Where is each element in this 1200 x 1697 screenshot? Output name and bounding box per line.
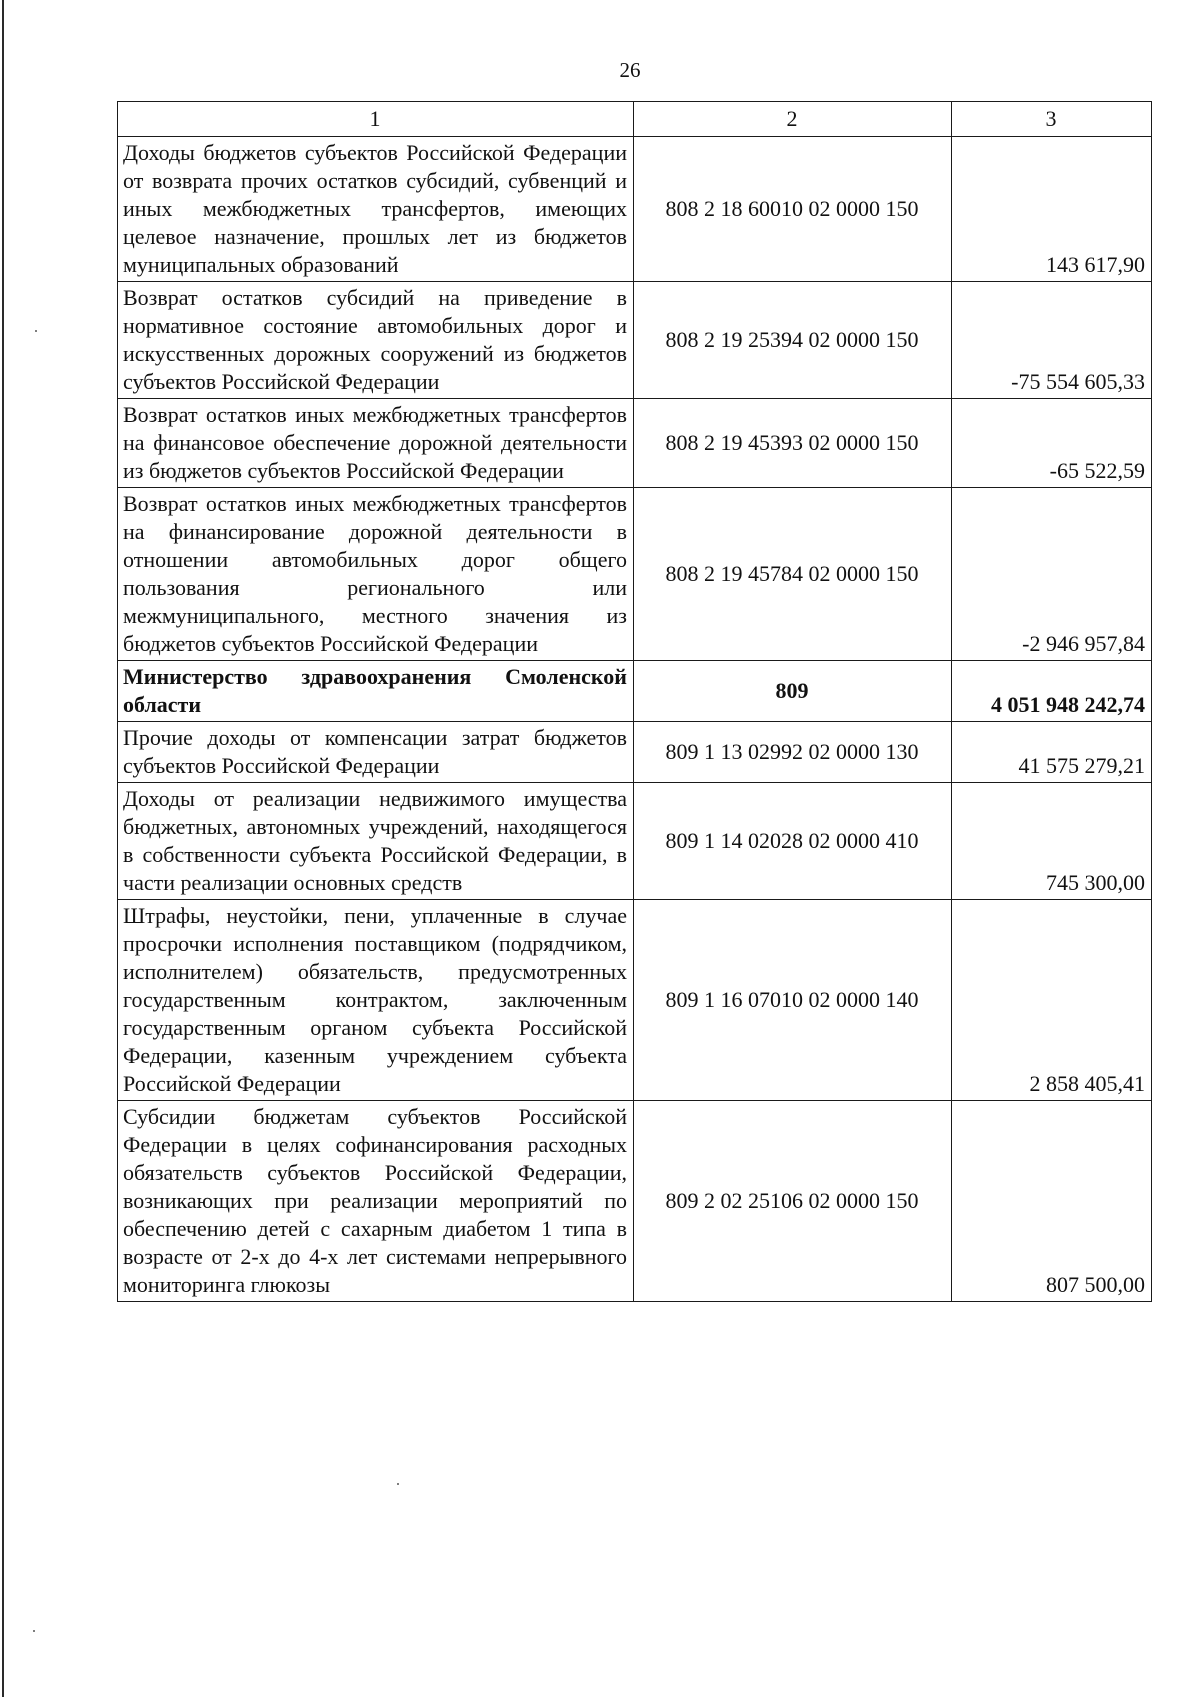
row-amount-cell: 745 300,00 [952, 783, 1152, 900]
table-row [118, 282, 1152, 399]
row-code-cell: 809 1 13 02992 02 0000 130 [634, 722, 952, 783]
scan-speck [35, 330, 37, 332]
row-code-cell: 809 2 02 25106 02 0000 150 [634, 1101, 952, 1302]
table-row [118, 1101, 1152, 1302]
table-row [118, 722, 1152, 783]
row-name-cell: Возврат остатков субсидий на приведение в нормативное состояние автомобильных дорог и искусственных дорожных сооружений из бюджетов субъектов Российской Федерации [118, 282, 634, 399]
table-row [118, 488, 1152, 661]
row-amount-cell: 143 617,90 [952, 137, 1152, 282]
budget-table-body [118, 102, 1152, 1302]
column-number-header-row [118, 102, 1152, 137]
row-code-cell: 808 2 19 45393 02 0000 150 [634, 399, 952, 488]
column-header-2: 2 [634, 102, 952, 137]
budget-revenue-table [117, 101, 1152, 1302]
scan-speck [397, 1483, 399, 1485]
row-code-cell: 809 1 14 02028 02 0000 410 [634, 783, 952, 900]
scan-speck [33, 1630, 35, 1632]
table-row [118, 137, 1152, 282]
column-header-1: 1 [118, 102, 634, 137]
row-name-cell: Штрафы, неустойки, пени, уплаченные в случае просрочки исполнения поставщиком (подрядчиком, исполнителем) обязательств, предусмотренных государственным контрактом, заключенным государственным органом субъекта Российской Федерации, казенным учреждением субъекта Российской Федерации [118, 900, 634, 1101]
column-header-3: 3 [952, 102, 1152, 137]
row-amount-cell: 807 500,00 [952, 1101, 1152, 1302]
row-name-cell: Доходы бюджетов субъектов Российской Федерации от возврата прочих остатков субсидий, субвенций и иных межбюджетных трансфертов, имеющих целевое назначение, прошлых лет из бюджетов муниципальных образований [118, 137, 634, 282]
row-amount-cell: -65 522,59 [952, 399, 1152, 488]
row-amount-cell: 2 858 405,41 [952, 900, 1152, 1101]
row-code-cell: 808 2 19 25394 02 0000 150 [634, 282, 952, 399]
row-code-cell: 808 2 18 60010 02 0000 150 [634, 137, 952, 282]
scan-left-edge [2, 0, 4, 1697]
row-amount-cell: 41 575 279,21 [952, 722, 1152, 783]
table-row [118, 783, 1152, 900]
page-number: 26 [619, 58, 641, 82]
row-name-cell: Возврат остатков иных межбюджетных трансфертов на финансирование дорожной деятельности в отношении автомобильных дорог общего пользования регионального или межмуниципального, местного значения из бюджетов субъектов Российской Федерации [118, 488, 634, 661]
row-name-cell: Доходы от реализации недвижимого имущества бюджетных, автономных учреждений, находящегося в собственности субъекта Российской Федерации, в части реализации основных средств [118, 783, 634, 900]
row-amount-cell: 4 051 948 242,74 [952, 661, 1152, 722]
row-code-cell: 809 1 16 07010 02 0000 140 [634, 900, 952, 1101]
row-name-cell: Министерство здравоохранения Смоленской области [118, 661, 634, 722]
row-code-cell: 809 [634, 661, 952, 722]
table-row [118, 399, 1152, 488]
row-name-cell: Прочие доходы от компенсации затрат бюджетов субъектов Российской Федерации [118, 722, 634, 783]
row-name-cell: Возврат остатков иных межбюджетных трансфертов на финансовое обеспечение дорожной деятельности из бюджетов субъектов Российской Федерации [118, 399, 634, 488]
row-code-cell: 808 2 19 45784 02 0000 150 [634, 488, 952, 661]
row-name-cell: Субсидии бюджетам субъектов Российской Федерации в целях софинансирования расходных обязательств субъектов Российской Федерации, возникающих при реализации мероприятий по обеспечению детей с сахарным диабетом 1 типа в возрасте от 2-х до 4-х лет системами непрерывного мониторинга глюкозы [118, 1101, 634, 1302]
row-amount-cell: -75 554 605,33 [952, 282, 1152, 399]
table-row-section-total [118, 661, 1152, 722]
row-amount-cell: -2 946 957,84 [952, 488, 1152, 661]
table-row [118, 900, 1152, 1101]
